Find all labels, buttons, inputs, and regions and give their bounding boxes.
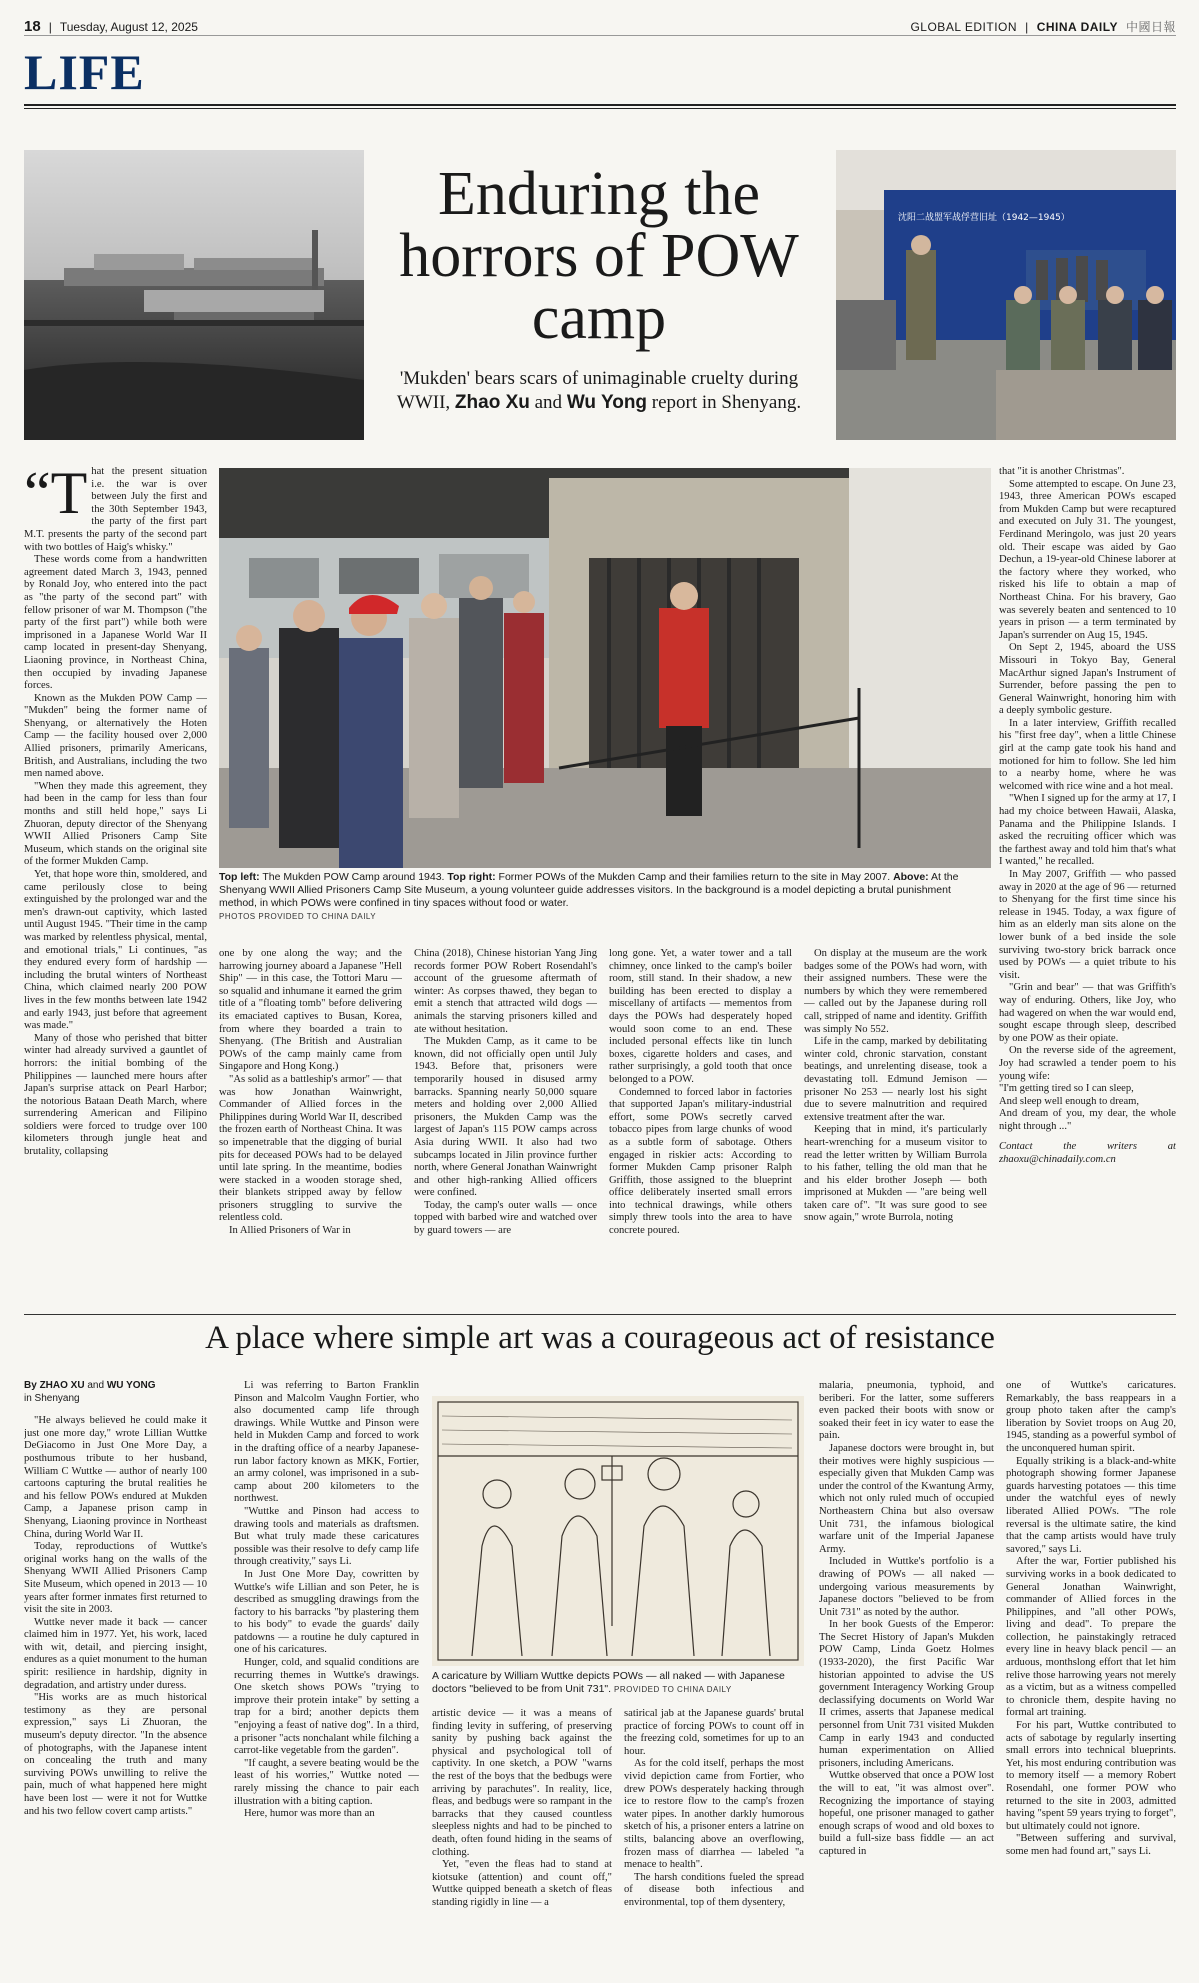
masthead-divider: |	[1025, 19, 1029, 34]
story1-paragraph: In Allied Prisoners of War in	[229, 1225, 351, 1237]
caricature-image	[432, 1396, 804, 1666]
story1-paragraph: On the reverse side of the agreement, Joy had scrawled a tender poem to his young wife:	[999, 1045, 1176, 1082]
story2-paragraph: "His works are as much historical testimony as they are personal expression," says Li Zhuoran, the museum's deputy director. "In the absence of photographs, with the Japanese intent on concealing the truth and many surviving POWs unwilling to relive the pain, much of what happened here might have been lost — were it not for Wuttke and his two fellow covert camp artists."	[24, 1692, 207, 1817]
caption-label-top-right: Top right:	[447, 871, 496, 883]
brand-name-chinese: 中國日報	[1125, 20, 1176, 34]
story2-paragraph: After the war, Fortier published his surviving works in a book dedicated to General Jonathan Wainwright, commander of Allied forces in the Philippines, and "all other POWs, living and dead". To prepare the collection, he painstakingly retraced every line in heavy black pencil — an arduous, monthslong effort that let him relive those harrowing years not merely as a victim, but as a witness compelled to chronicle them, despite having no formal art training.	[1006, 1556, 1176, 1719]
story1-paragraph: "When I signed up for the army at 17, I had my choice between Hawaii, Alaska, Panama and the Philippine Islands. I asked the recruiting officer which was the farthest away and told him that's what I wanted," he recalled.	[999, 793, 1176, 868]
story1-paragraph: In May 2007, Griffith — who passed away in 2020 at the age of 96 — returned to Shenyang for the first time since his release in 1945. Today, a wax figure of him as an elderly man sits alone on the lower bunk of a bed inside the sole surviving two-story brick barrack once used by POWs — a quiet tribute to his visit.	[999, 869, 1176, 981]
story2-paragraph: "He always believed he could make it just one more day," wrote Lillian Wuttke DeGiacomo in Just One More Day, a posthumous tribute to her husband, William C Wuttke — author of nearly 100 cartoons capturing the brutal realities he and his fellow POWs endured at Mukden Camp, a Japanese prison camp in Shenyang, Liaoning province in Northeast China, during World War II.	[24, 1415, 207, 1540]
story1-paragraph: one by one along the way; and the harrowing journey aboard a Japanese "Hell Ship" — in this case, the Tottori Maru — so squalid and inhumane it earned the grim title of a "floating tomb" before delivering its emaciated captives to Busan, Korea, from where they boarded a train to Shenyang. (The British and Australian POWs of the camp mainly came from Singapore and Hong Kong.)	[219, 948, 402, 1073]
story2-paragraph: satirical jab at the Japanese guards' brutal practice of forcing POWs to count off in the freezing cold, sometimes for up to an hour.	[624, 1708, 804, 1757]
story2-paragraph: "If caught, a severe beating would be the least of his worries," Wuttke noted — rarely missing the chance to pair each illustration with a biting caption.	[234, 1757, 419, 1807]
story2-column-2	[234, 1380, 419, 1960]
deck-conjunction: and	[534, 392, 563, 413]
byline	[24, 1380, 207, 1393]
deck-text: 'Mukden' bears scars of unimaginable cruelty during WWII,	[396, 368, 799, 413]
section-rule	[24, 104, 1176, 109]
story2-paragraph: "Between suffering and survival, some men had found art," says Li.	[1006, 1833, 1176, 1857]
story1-paragraph: On display at the museum are the work badges some of the POWs had worn, with their assigned numbers. These were the numbers by which they were remembered — called out by the Japanese during roll call, stripped of name and identity. Griffith was simply No 552.	[804, 948, 987, 1035]
poem-line: "I'm getting tired so I can sleep,	[999, 1083, 1134, 1095]
story2-paragraph: artistic device — it was a means of finding levity in suffering, of preserving sanity by pushing back against the physical and psychological toll of captivity. In one sketch, a POW "warns the rest of the boys that the bedbugs were arriving by parachutes". In reality, lice, fleas, and bedbugs were so rampant in the barracks that they caused countless sleepless nights and had to be pinched to death, often found hiding in the seams of clothing.	[432, 1708, 612, 1858]
story2-column-6	[1006, 1380, 1176, 1960]
brand-name: CHINA DAILY	[1036, 19, 1118, 34]
photo-credit: PHOTOS PROVIDED TO CHINA DAILY	[219, 912, 377, 921]
contact-writers: Contact the writers at zhaoxu@chinadaily.com.cn	[999, 1141, 1176, 1166]
story1-paragraph: In a later interview, Griffith recalled his "first free day", when a little Chinese girl at the camp gate took his hand and motioned for him to follow. She led him to a nearby home, where he was welcomed with rice wine and a hot meal.	[999, 717, 1176, 792]
story2-paragraph: Wuttke observed that once a POW lost the will to eat, "it was almost over". Recognizing the importance of staying hopeful, one prisoner managed to gather enough scraps of wood and old boxes to build a full-size bass fiddle — an act captured in	[819, 1770, 994, 1857]
story2-column-1	[24, 1380, 207, 1960]
deck-text-end: report in Shenyang.	[651, 392, 802, 413]
story2-paragraph: Li was referring to Barton Franklin Pinson and Malcolm Vaughn Fortier, who also documented camp life through drawings. While Wuttke and Pinson were held in Mukden Camp and forced to work in the drafting office of a nearby Japanese-run labor factory known as MKK, Fortier, an army colonel, was imprisoned in a sub-camp about 200 kilometers to the northwest.	[234, 1380, 419, 1505]
main-headline-block	[379, 160, 819, 415]
photo-mukden-camp-1943	[24, 150, 364, 440]
photo-museum-guide-image	[219, 468, 991, 868]
story1-column-5	[804, 948, 987, 1308]
story2-paragraph: Wuttke never made it back — cancer claimed him in 1977. Yet, his work, laced with wit, detail, and piercing insight, endures as a quiet monument to the human spirit: resilience in hardship, dignity in degradation, and artistry under duress.	[24, 1616, 207, 1691]
story1-column-2	[219, 948, 402, 1308]
caption-text-top-left: The Mukden POW Camp around 1943.	[262, 871, 445, 883]
poem-line: And sleep well enough to dream,	[999, 1095, 1140, 1107]
newspaper-page	[24, 18, 1176, 1968]
story2-paragraph: one of Wuttke's caricatures. Remarkably, the bass reappears in a group photo taken after the camp's liberation by Soviet troops on Aug 20, 1945, standing as a powerful symbol of the unconquered human spirit.	[1006, 1380, 1176, 1454]
story1-paragraph: These words come from a handwritten agreement dated March 3, 1943, penned by Ronald Joy, who entered into the pact as "the party of the second part" with fellow prisoner of war M. Thompson ("the party of the first part") while both were imprisoned in a Japanese World War II camp located in present-day Shenyang, Liaoning province, in Northeast China, then occupied by invading Japanese forces.	[24, 554, 207, 692]
section-title: LIFE	[24, 44, 145, 100]
masthead-divider: |	[48, 19, 52, 34]
story1-paragraph: China (2018), Chinese historian Yang Jing records former POW Robert Rosendahl's account of the gruesome aftermath of winter: As corpses thawed, they began to emit a stench that attracted wild dogs — animals the starving prisoners killed and ate without hesitation.	[414, 948, 597, 1035]
story1-paragraph: Keeping that in mind, it's particularly heart-wrenching for a museum visitor to read the letter written by William Burrola to his father, telling the old man that he and his elder brother Joseph — both imprisoned at Mukden — "are being well taken care of". "It was sure good to see snow again," wrote Burrola, noting	[804, 1124, 987, 1224]
story2-paragraph: In Just One More Day, cowritten by Wuttke's wife Lillian and son Peter, he is described as smuggling drawings from the factory to his barracks "by plastering them to his body" to evade the guards' daily patdowns — a routine he duly captured in one of his caricatures.	[234, 1568, 419, 1656]
story1-paragraph: Many of those who perished that bitter winter had already survived a gauntlet of horrors: the initial bombing of the Philippines — launched mere hours after Japan's surprise attack on Pearl Harbor; the notorious Bataan Death March, where surrendering American and Filipino soldiers were forced to trudge over 100 kilometers through jungle heat and brutality, collapsing	[24, 1032, 207, 1158]
masthead	[24, 18, 1176, 36]
caption-text-top-right: Former POWs of the Mukden Camp and their families return to the site in May 2007.	[498, 871, 891, 883]
dateline: in Shenyang	[24, 1392, 80, 1404]
photo-museum-guide	[219, 468, 991, 868]
story2-paragraph: Included in Wuttke's portfolio is a drawing of POWs — all naked — undergoing various measurements by Japanese doctors "believed to be from Unit 731" as noted by the author.	[819, 1556, 994, 1618]
headline-deck	[379, 367, 819, 415]
byline-conjunction: and	[87, 1380, 105, 1391]
story1-paragraph: "Grin and bear" — that was Griffith's way of enduring. Others, like Joy, who had wagered on when the war would end, sought escape through sleep, described by one POW as their opiate.	[999, 982, 1176, 1044]
story1-column-6	[999, 466, 1176, 1308]
issue-date: Tuesday, August 12, 2025	[59, 19, 198, 34]
caricature-drawing	[432, 1396, 804, 1666]
story2-paragraph: As for the cold itself, perhaps the most vivid depiction came from Fortier, who drew POWs desperately hacking through ice to restore flow to the camp's frozen water pipes. In another darkly humorous sketch of his, a prisoner enters a latrine on stilts, balancing above an overflowing, frozen mass of diarrhea — labeled "a menace to health".	[624, 1758, 804, 1871]
story1-column-1	[24, 466, 207, 1308]
story1-paragraph: Condemned to forced labor in factories that supported Japan's military-industrial effort, some POWs secretly carved tobacco pipes from large chunks of wood as a subtle form of sabotage. Others engaged in riskier acts: According to former Mukden Camp prisoner Ralph Griffith, those assigned to the blueprint office deliberately inserted small errors into technical drawings, while others simply threw tools into the area to have concrete poured.	[609, 1086, 792, 1237]
story1-paragraph: "As solid as a battleship's armor" — that was how Jonathan Wainwright, Commander of Allied forces in the Philippines during World War II, described the frozen earth of Northeast China. It was so impenetrable that the digging of burial pits for deceased POWs had to be delayed until late spring. In the meantime, bodies were stacked in a wooden storage shed, their blankets stripped away by fellow prisoners struggling to survive the relentless cold.	[219, 1073, 402, 1224]
story2-paragraph: Hunger, cold, and squalid conditions are recurring themes in Wuttke's drawings. One sketch shows POWs "trying to improve their protein intake" by setting a trap for a bird; another depicts them "enjoying a feast of native dog". In a third, a prisoner "acts nonchalant while filching a carrot-like vegetable from the garden".	[234, 1657, 419, 1757]
story2-column-4	[624, 1708, 804, 1960]
story1-paragraph: long gone. Yet, a water tower and a tall chimney, once linked to the camp's boiler room, still stand. In their shadow, a new building has been erected to display a miscellany of artifacts — mementos from days the POWs had desperately hoped would soon come to an end. These included personal effects like tin lunch boxes, cigarette holders and cases, and rather surprisingly, a gold tooth that once belonged to a POW.	[609, 948, 792, 1085]
main-headline: Enduring the horrors of POW camp	[399, 160, 799, 352]
story1-paragraph: that "it is another Christmas".	[999, 466, 1125, 477]
caricature-caption	[432, 1670, 804, 1696]
second-headline: A place where simple art was a courageous act of resistance	[205, 1320, 995, 1356]
story1-paragraph: Life in the camp, marked by debilitating winter cold, chronic starvation, constant beatings, and unrelenting disease, took a devastating toll. Edmund Jemison — prisoner No 253 — nearly lost his sight due to severe malnutrition and required extensive treatment after the war.	[804, 1036, 987, 1123]
story2-column-5	[819, 1380, 994, 1960]
story1-paragraph: Some attempted to escape. On June 23, 1943, three American POWs escaped from Mukden Camp but were recaptured and executed on July 31. The youngest, Ferdinand Meringolo, was just 20 years old. Their escape was aided by Gao Dechun, a 19-year-old Chinese laborer at the factory where they worked, who risked his life to obtain a map of Northeast China. For his bravery, Gao was severely beaten and sentenced to 10 years in prison — a term terminated by Japan's surrender on Aug 15, 1945.	[999, 478, 1176, 641]
story2-paragraph: In her book Guests of the Emperor: The Secret History of Japan's Mukden POW Camp, Linda Goetz Holmes (1933-2020), the first Pacific War historian appointed to advise the US government Interagency Working Group declassifying documents on World War II crimes, asserts that Japanese medical personnel from Unit 731 visited Mukden Camp in early 1943 and conducted human experimentation on Allied prisoners, including Americans.	[819, 1619, 994, 1769]
story2-paragraph: Japanese doctors were brought in, but their motives were highly suspicious — especially given that Mukden Camp was under the control of the Kwantung Army, which not only ruled much of occupied Northeastern China but also oversaw Unit 731, the infamous biological warfare unit of the Imperial Japanese Army.	[819, 1442, 994, 1555]
story1-paragraph: hat the present situation i.e. the war is over between July the first and the 30th September 1943, the party of the first part M.T. presents the party of the second part with two bottles of Haig's whisky."	[24, 466, 207, 553]
caricature-caption-text: A caricature by William Wuttke depicts POWs — all naked — with Japanese doctors "believed to be from Unit 731".	[432, 1670, 785, 1695]
story1-paragraph: On Sept 2, 1945, aboard the USS Missouri in Tokyo Bay, General MacArthur signed Japan's Instrument of Surrender, before passing the pen to General Wainwright, honoring him with a deeply symbolic gesture.	[999, 642, 1176, 717]
story1-paragraph: Known as the Mukden POW Camp — "Mukden" being the former name of Shenyang, or alternatively the Hoten Camp — the facility housed over 2,000 Allied prisoners, primarily Americans, British, and Australians, including the two men named above.	[24, 692, 207, 780]
story-divider	[24, 1314, 1176, 1315]
caricature-credit: PROVIDED TO CHINA DAILY	[613, 1685, 732, 1694]
drop-cap: “T	[24, 466, 88, 526]
story1-column-4	[609, 948, 792, 1308]
story2-paragraph: Today, reproductions of Wuttke's original works hang on the walls of the Shenyang WWII Allied Prisoners Camp Site Museum, which opened in 2013 — 10 years after former inmates first returned to visit the site in 2003.	[24, 1541, 207, 1616]
byline-author-zhao-xu: ZHAO XU	[39, 1380, 85, 1391]
photo-caption-top	[219, 871, 991, 923]
story2-paragraph: Equally striking is a black-and-white photograph showing former Japanese guards harvesting potatoes — this time under the watchful eyes of newly liberated Allied POWs. "The role reversal is the ultimate satire, the kind that the camp artists would have truly savored," says Li.	[1006, 1455, 1176, 1555]
story2-paragraph: malaria, pneumonia, typhoid, and beriberi. For the latter, some sufferers even packed their boots with snow or soaked their feet in icy water to ease the pain.	[819, 1380, 994, 1442]
deck-author-wu-yong: Wu Yong	[566, 392, 648, 413]
deck-author-zhao-xu: Zhao Xu	[454, 392, 530, 413]
story2-paragraph: Here, humor was more than an	[244, 1808, 375, 1820]
caption-label-above: Above:	[893, 871, 929, 883]
photo-pows-return-2007-image	[836, 150, 1176, 440]
story1-column-3	[414, 948, 597, 1308]
edition-label: GLOBAL EDITION	[910, 19, 1018, 34]
memorial-banner-text: 沈阳二战盟军战俘营旧址（1942—1945）	[898, 213, 1070, 223]
story1-paragraph: Today, the camp's outer walls — once topped with barbed wire and watched over by guard towers — are	[414, 1199, 597, 1237]
story2-paragraph: "Wuttke and Pinson had access to drawing tools and materials as draftsmen. But what truly made these caricatures possible was their resolve to defy camp life through creativity," says Li.	[234, 1505, 419, 1568]
photo-mukden-camp-1943-image	[24, 150, 364, 440]
story2-paragraph: Yet, "even the fleas had to stand at kiotsuke (attention) and count off," Wuttke quipped beneath a sketch of fleas standing rigidly in line — a	[432, 1859, 612, 1908]
caption-label-top-left: Top left:	[219, 871, 260, 883]
story2-paragraph: For his part, Wuttke contributed to acts of sabotage by regularly inserting small errors into technical blueprints. Yet, his most enduring contribution was to memory itself — a memory Robert Rosendahl, one former POW who returned to the site in 2003, admitted having "spent 59 years trying to forget", but ultimately could not ignore.	[1006, 1720, 1176, 1832]
story2-column-3	[432, 1708, 612, 1960]
photo-pows-return-2007	[836, 150, 1176, 440]
byline-author-wu-yong: WU YONG	[106, 1380, 156, 1391]
poem-line: And dream of you, my dear, the whole night through ..."	[999, 1108, 1176, 1132]
page-number: 18	[24, 18, 41, 35]
byline-prefix: By	[24, 1380, 37, 1391]
story1-paragraph: Yet, that hope wore thin, smoldered, and came perilously close to being extinguished by the prolonged war and the men's drawn-out captivity, which lasted until August 1945. "Their time in the camp was marked by relentless physical, mental, and emotional trials," Li continues, "as they endured every form of hardship — including the brutal winters of Northeast China, which claimed nearly 200 POW lives in the few months between late 1942 and early 1943, just before that agreement was made."	[24, 869, 207, 1032]
caption-text-above: At the Shenyang WWII Allied Prisoners Camp Site Museum, a young volunteer guide addresses visitors. In the background is a model depicting a brutal punishment method, in which POWs were confined in tiny spaces without food or water.	[219, 871, 959, 909]
story1-paragraph: "When they made this agreement, they had been in the camp for less than four months and still held hope," says Li Zhuoran, deputy director of the Shenyang WWII Allied Prisoners Camp Site Museum, which stands on the original site of the former Mukden Camp.	[24, 780, 207, 868]
story1-paragraph: The Mukden Camp, as it came to be known, did not officially open until July 1943. Before that, prisoners were temporarily housed in disused army barracks. Spanning nearly 50,000 square meters and holding over 2,000 Allied prisoners, the Mukden Camp was the largest of Japan's 115 POW camps across Asia during WWII. It also had two subcamps located in Jilin province further north, where General Jonathan Wainwright and other high-ranking Allied officers were confined.	[414, 1036, 597, 1199]
story2-paragraph: The harsh conditions fueled the spread of disease both infectious and environmental, top of them dysentery,	[624, 1871, 804, 1908]
